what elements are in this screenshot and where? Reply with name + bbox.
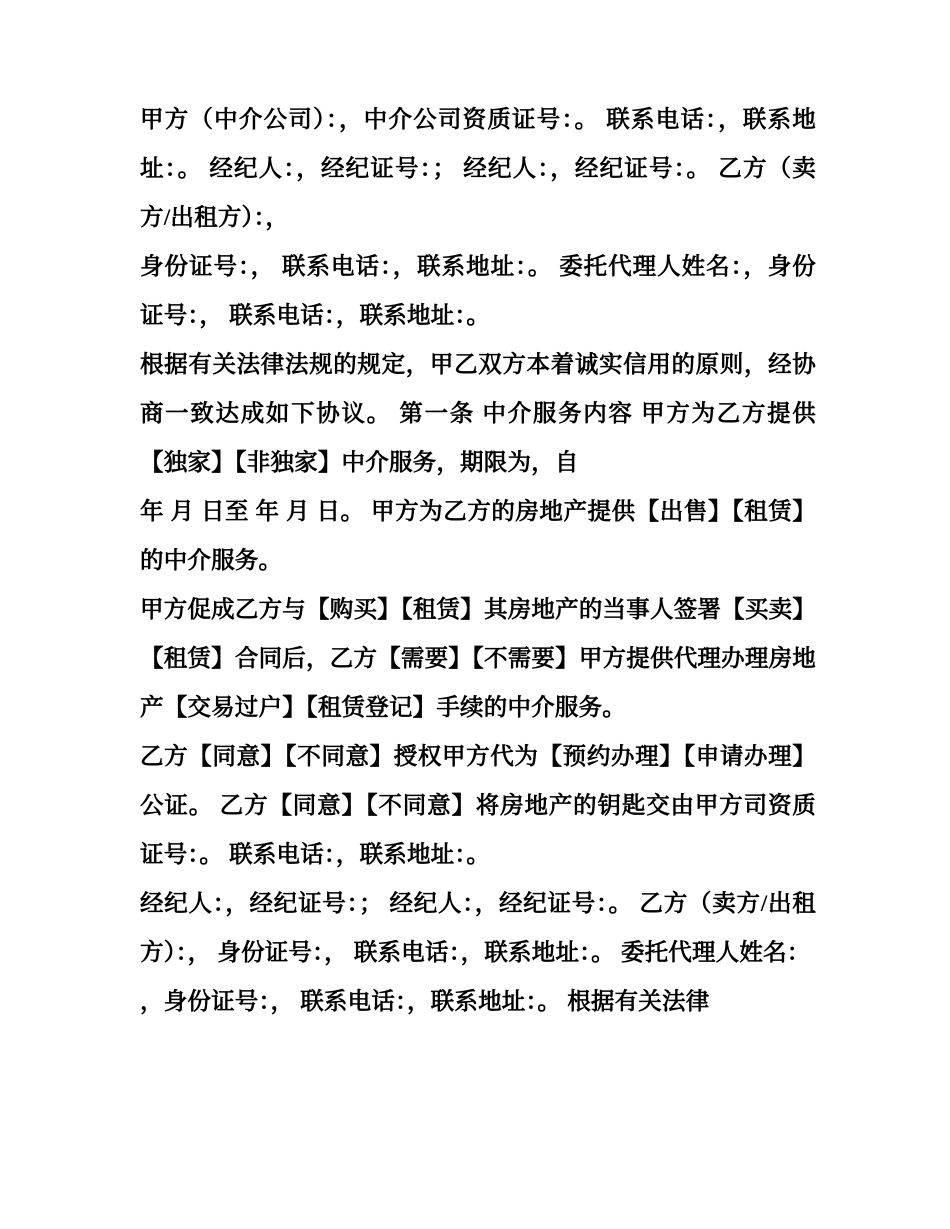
paragraph-2: 身份证号：， 联系电话：，联系地址：。 委托代理人姓名：，身份证号：， 联系电话：，联系地址：。 bbox=[140, 254, 816, 329]
paragraph-5: 甲方促成乙方与【购买】【租赁】其房地产的当事人签署【买卖】【租赁】合同后，乙方【需要】【不需要】甲方提供代理办理房地产【交易过户】【租赁登记】手续的中介服务。 bbox=[140, 597, 816, 721]
paragraph-8: ，身份证号：， 联系电话：，联系地址：。 根据有关法律 bbox=[140, 989, 710, 1015]
paragraph-6: 乙方【同意】【不同意】授权甲方代为【预约办理】【申请办理】 公证。 乙方【同意】【不同意】将房地产的钥匙交由甲方司资质证号：。 联系电话：，联系地址：。 bbox=[140, 744, 816, 868]
document-body bbox=[140, 96, 816, 1027]
paragraph-1: 甲方（中介公司）：，中介公司资质证号：。 联系电话：，联系地址：。 经纪人：，经纪证号：； 经纪人：，经纪证号：。 乙方（卖方/出租方）：， bbox=[140, 107, 816, 231]
paragraph-7: 经纪人：，经纪证号：； 经纪人：，经纪证号：。 乙方（卖方/出租方）：， 身份证号：， 联系电话：，联系地址：。 委托代理人姓名： bbox=[140, 891, 816, 966]
paragraph-4: 年 月 日至 年 月 日。 甲方为乙方的房地产提供【出售】【租赁】的中介服务。 bbox=[140, 499, 816, 574]
paragraph-3: 根据有关法律法规的规定，甲乙双方本着诚实信用的原则，经协商一致达成如下协议。 第一条 中介服务内容 甲方为乙方提供【独家】【非独家】中介服务，期限为，自 bbox=[140, 352, 816, 476]
